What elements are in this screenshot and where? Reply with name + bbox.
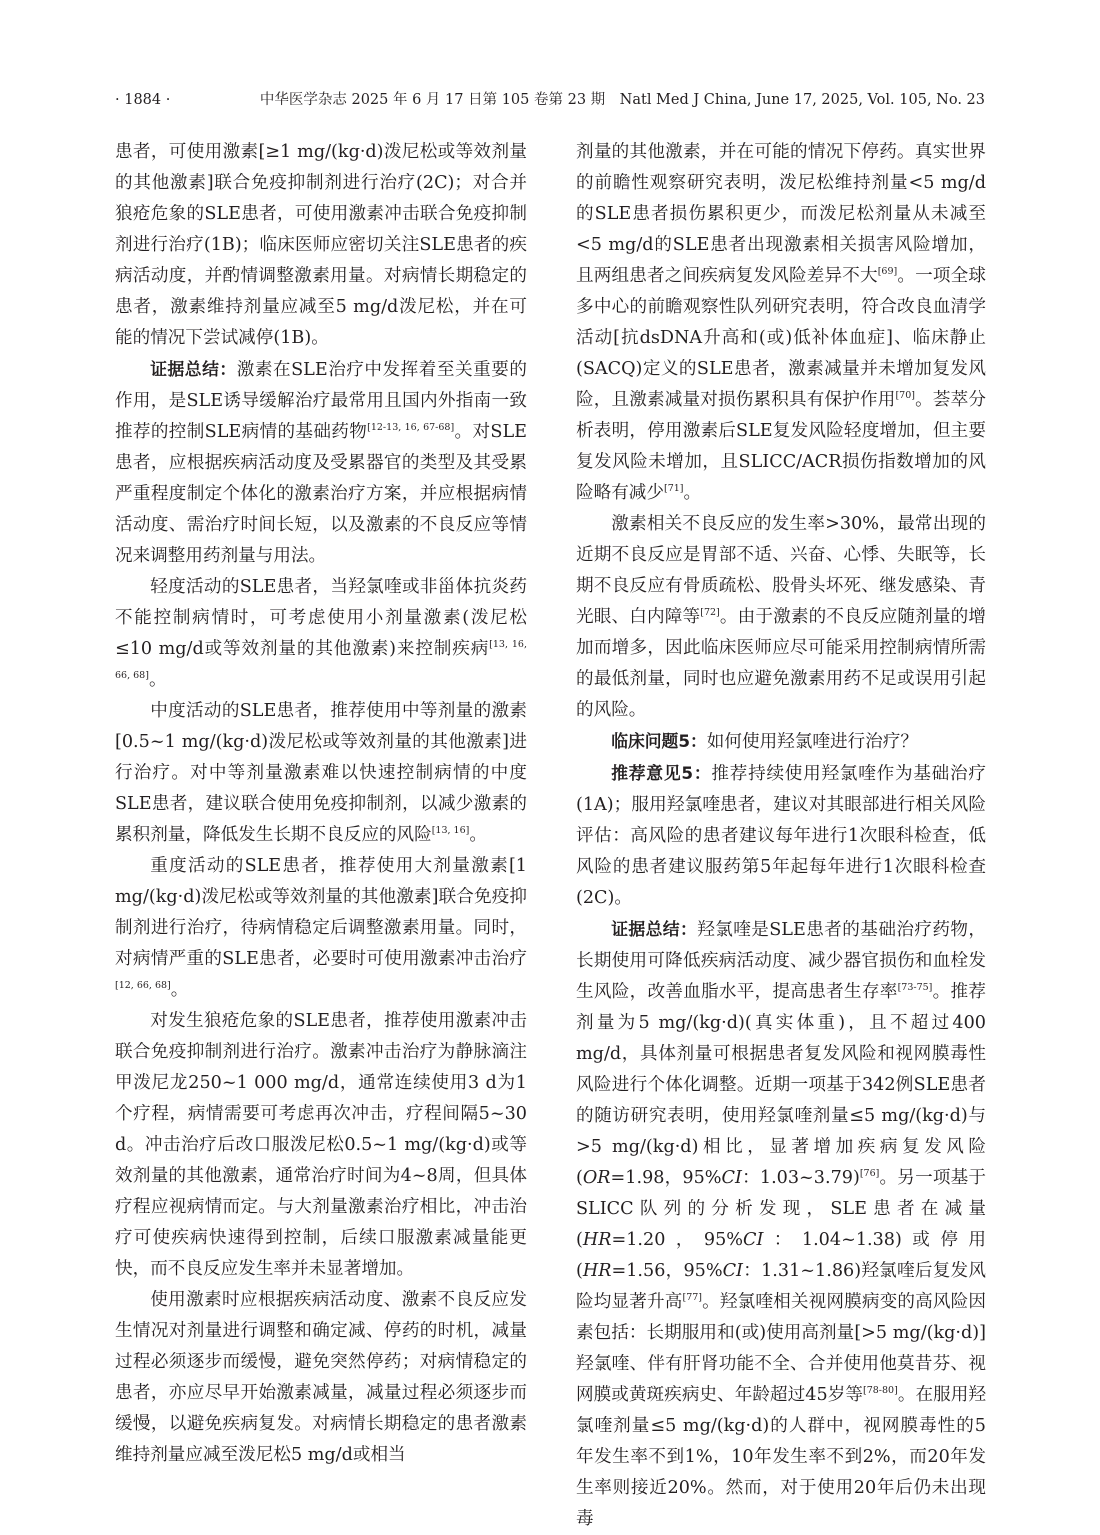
page-header	[115, 88, 985, 112]
bold-heading-run: 证据总结：	[611, 919, 698, 939]
text-run: 。	[469, 825, 487, 845]
text-run: 轻度活动的SLE患者，当羟氯喹或非甾体抗炎药不能控制病情时，可考虑使用小剂量激素(泼尼松≤10 mg/d或等效剂量的其他激素)来控制疾病	[115, 577, 527, 659]
paragraph	[576, 758, 986, 914]
text-run: 对发生狼疮危象的SLE患者，推荐使用激素冲击联合免疫抑制剂进行治疗。激素冲击治疗为静脉滴注甲泼尼龙250~1 000 mg/d，通常连续使用3 d为1个疗程，病情需要可考虑再次冲击，疗程间隔5~30 d。冲击治疗后改口服泼尼松0.5~1 mg/(kg·d)或等效剂量的其他激素，通常治疗时间为4~8周，但具体疗程应视病情而定。与大剂量激素治疗相比，冲击治疗可使疾病快速得到控制，后续口服激素减量能更快，而不良反应发生率并未显著增加。	[115, 1011, 527, 1279]
text-run: 激素相关不良反应的发生率>30%，最常出现的近期不良反应是胃部不适、兴奋、心悸、失眠等，长期不良反应有骨质疏松、股骨头坏死、继发感染、青光眼、白内障等	[576, 514, 986, 627]
left-column	[115, 137, 527, 1471]
text-run: =1.20，95%	[611, 1230, 743, 1250]
citation-reference: [13, 16, 66, 68]	[115, 639, 527, 681]
bold-heading-run: 证据总结：	[150, 359, 237, 379]
paragraph	[115, 1285, 527, 1471]
text-run: ：1.31~1.86)羟氯喹后复发风险均显著升高	[576, 1261, 986, 1312]
text-run: ：1.04~1.38)或停用(	[576, 1230, 986, 1281]
citation-reference: [13, 16]	[431, 825, 470, 836]
citation-reference: [71]	[663, 483, 684, 494]
bold-heading-run: 临床问题5：	[611, 731, 707, 751]
italic-run: CI	[721, 1168, 742, 1188]
text-run: 。一项全球多中心的前瞻观察性队列研究表明，符合改良血清学活动[抗dsDNA升高和(或)低补体血症]、临床静止(SACQ)定义的SLE患者，激素减量并未增加复发风险，且激素减量对损伤累积具有保护作用	[576, 266, 986, 410]
text-run: =1.98，95%	[610, 1168, 722, 1188]
text-run: 。在服用羟氯喹剂量≤5 mg/(kg·d)的人群中，视网膜毒性的5年发生率不到1%，10年发生率不到2%，而20年发生率则接近20%。然而，对于使用20年后仍未出现毒	[576, 1385, 986, 1529]
text-run: 。推荐剂量为5 mg/(kg·d)(真实体重)，且不超过400 mg/d，具体剂量可根据患者复发风险和视网膜毒性风险进行个体化调整。近期一项基于342例SLE患者的随访研究表明，使用羟氯喹剂量≤5 mg/(kg·d)与>5 mg/(kg·d)相比，显著增加疾病复发风险(	[576, 982, 986, 1188]
citation-reference: [70]	[895, 390, 915, 401]
paragraph	[115, 137, 527, 354]
citation-reference: [12, 66, 68]	[115, 980, 171, 991]
text-run: ：1.03~3.79)	[741, 1168, 860, 1188]
paragraph	[576, 914, 986, 1535]
text-run: 。羟氯喹相关视网膜病变的高风险因素包括：长期服用和(或)使用高剂量[>5 mg/(kg·d)]羟氯喹、伴有肝肾功能不全、合并使用他莫昔芬、视网膜或黄斑疾病史、年龄超过45岁等	[576, 1292, 986, 1405]
paragraph	[115, 354, 527, 572]
text-run: 。对SLE患者，应根据疾病活动度及受累器官的类型及其受累严重程度制定个体化的激素治疗方案，并应根据病情活动度、需治疗时间长短，以及激素的不良反应等情况来调整用药剂量与用法。	[115, 422, 527, 566]
text-run: 患者，可使用激素[≥1 mg/(kg·d)泼尼松或等效剂量的其他激素]联合免疫抑制剂进行治疗(2C)；对合并狼疮危象的SLE患者，可使用激素冲击联合免疫抑制剂进行治疗(1B)；临床医师应密切关注SLE患者的疾病活动度，并酌情调整激素用量。对病情长期稳定的患者，激素维持剂量应减至5 mg/d泼尼松，并在可能的情况下尝试减停(1B)。	[115, 142, 527, 348]
text-run: 。由于激素的不良反应随剂量的增加而增多，因此临床医师应尽可能采用控制病情所需的最低剂量，同时也应避免激素用药不足或误用引起的风险。	[576, 607, 986, 720]
citation-reference: [73-75]	[897, 982, 933, 993]
text-run: 。荟萃分析表明，停用激素后SLE复发风险轻度增加，但主要复发风险未增加，且SLICC/ACR损伤指数增加的风险略有减少	[576, 390, 986, 503]
citation-reference: [78-80]	[863, 1385, 898, 1396]
page-number: · 1884 ·	[115, 92, 171, 108]
citation-reference: [77]	[682, 1292, 703, 1303]
text-run: 。	[170, 980, 189, 1000]
citation-reference: [72]	[700, 607, 720, 618]
citation-reference: [76]	[859, 1168, 880, 1179]
italic-run: CI	[742, 1230, 764, 1250]
text-run: 使用激素时应根据疾病活动度、激素不良反应发生情况对剂量进行调整和确定减、停药的时机，减量过程必须逐步而缓慢，避免突然停药；对病情稳定的患者，亦应尽早开始激素减量，减量过程必须逐步而缓慢，以避免疾病复发。对病情长期稳定的患者激素维持剂量应减至泼尼松5 mg/d或相当	[115, 1290, 527, 1465]
italic-run: OR	[582, 1168, 611, 1188]
text-run: 。另一项基于SLICC队列的分析发现，SLE患者在减量(	[576, 1168, 986, 1250]
citation-reference: [12-13, 16, 67-68]	[367, 422, 455, 433]
italic-run: CI	[722, 1261, 744, 1281]
text-run: 羟氯喹是SLE患者的基础治疗药物，长期使用可降低疾病活动度、减少器官损伤和血栓发生风险，改善血脂水平，提高患者生存率	[576, 920, 986, 1002]
text-run: 剂量的其他激素，并在可能的情况下停药。真实世界的前瞻性观察研究表明，泼尼松维持剂量<5 mg/d的SLE患者损伤累积更少，而泼尼松剂量从未减至<5 mg/d的SLE患者出现激素相关损害风险增加，且两组患者之间疾病复发风险差异不大	[576, 142, 986, 286]
paragraph	[115, 696, 527, 851]
italic-run: HR	[582, 1230, 612, 1250]
paragraph	[115, 572, 527, 696]
italic-run: HR	[582, 1261, 612, 1281]
text-run: 。	[148, 670, 167, 690]
text-run: 。	[683, 483, 702, 503]
paragraph	[115, 1006, 527, 1285]
paragraph	[576, 726, 986, 758]
text-run: 重度活动的SLE患者，推荐使用大剂量激素[1 mg/(kg·d)泼尼松或等效剂量的其他激素]联合免疫抑制剂进行治疗，待病情稳定后调整激素用量。同时，对病情严重的SLE患者，必要时可使用激素冲击治疗	[115, 856, 527, 969]
journal-citation: 中华医学杂志 2025 年 6 月 17 日第 105 卷第 23 期 Natl Med J China, June 17, 2025, Vol. 105, No. 23	[259, 92, 985, 108]
bold-heading-run: 推荐意见5：	[611, 763, 712, 783]
text-run: 激素在SLE治疗中发挥着至关重要的作用，是SLE诱导缓解治疗最常用且国内外指南一致推荐的控制SLE病情的基础药物	[115, 360, 527, 442]
text-run: 推荐持续使用羟氯喹作为基础治疗(1A)；服用羟氯喹患者，建议对其眼部进行相关风险评估：高风险的患者建议每年进行1次眼科检查，低风险的患者建议服药第5年起每年进行1次眼科检查(2C)。	[576, 764, 986, 908]
paragraph	[576, 137, 986, 509]
text-run: 中度活动的SLE患者，推荐使用中等剂量的激素[0.5~1 mg/(kg·d)泼尼松或等效剂量的其他激素]进行治疗。对中等剂量激素难以快速控制病情的中度SLE患者，建议联合使用免疫抑制剂，以减少激素的累积剂量，降低发生长期不良反应的风险	[115, 701, 527, 845]
paragraph	[576, 509, 986, 726]
citation-reference: [69]	[877, 266, 898, 277]
text-run: 如何使用羟氯喹进行治疗？	[706, 732, 918, 752]
text-run: =1.56，95%	[611, 1261, 723, 1281]
paragraph	[115, 851, 527, 1006]
right-column	[576, 137, 986, 1535]
